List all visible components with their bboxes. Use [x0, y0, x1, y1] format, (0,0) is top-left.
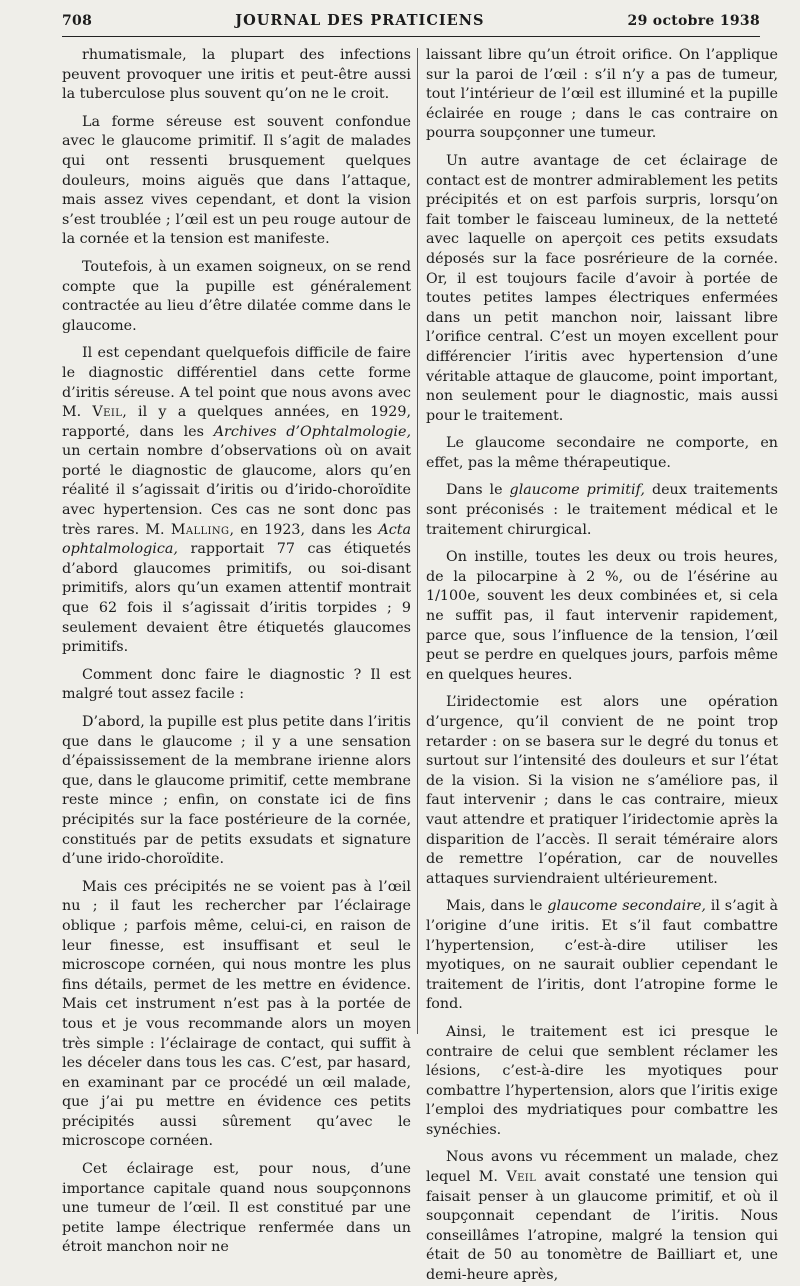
text-run: Mais ces précipités ne se voient pas à l’œil nu ; il faut les rechercher par l’éclairage oblique ; parfois même, celui-ci, en raison de leur finesse, est insuffisant et seul le microscope cornéen, qui nous montre les plus fins détails, permet de les mettre en évidence. Mais cet instrument n’est pas à la portée de tous et je vous recommande alors un moyen très simple : l’éclairage de contact, qui suffit à les déceler dans tous les cas. C’est, par hasard, en examinant par ce procédé un œil malade, que j’ai pu mettre en évidence ces petits précipités aussi sûrement qu’avec le microscope cornéen. — [62, 878, 411, 1150]
text-run: deux traitements sont préconisés : le traitement médical et le traitement chirurgical. — [426, 482, 778, 538]
text-run: Un autre avantage de cet éclairage de contact est de montrer admirablement les petits précipités et on est parfois surpris, lorsqu’on fait tomber le faisceau lumineux, de la netteté avec laquelle on aperçoit ces petits exsudats déposés sur la face posrérieure de la cornée. Or, il est toujours facile d’avoir à portée de toutes petites lampes électriques enfermées dans un petit manchon noir, laissant libre l’orifice central. C’est un moyen excellent pour différencier l’iritis avec hypertension d’une véritable attaque de glaucome, point important, non seulement pour le diagnostic, mais aussi pour le traitement. — [426, 152, 778, 424]
paragraph — [426, 693, 778, 889]
italic-citation: glaucome secondaire, — [547, 898, 706, 915]
paragraph — [62, 113, 411, 250]
paragraph — [62, 46, 411, 105]
left-column — [62, 46, 412, 1256]
text-run: Nous avons vu récemment un malade, chez lequel M. — [426, 1149, 778, 1186]
right-column — [426, 46, 779, 1284]
paragraph — [426, 897, 778, 1015]
text-run: Toutefois, à un examen soigneux, on se rend compte que la pupille est généralement contractée au lieu d’être dilatée comme dans le glaucome. — [62, 258, 411, 334]
page-number: 708 — [62, 13, 93, 29]
text-run: Cet éclairage est, pour nous, d’une importance capitale quand nous soupçonnons une tumeur de l’œil. Il est constitué par une petite lampe électrique renfermée dans un étroit manchon noir ne — [62, 1161, 411, 1256]
text-run: D’abord, la pupille est plus petite dans l’iritis que dans le glaucome ; il y a une sensation d’épaississement de la membrane irienne alors que, dans le glaucome primitif, cette membrane reste mince ; enfin, on constate ici de fins précipités sur la face postérieure de la cornée, constitués par de petits exsudats et signature d’une irido-choroïdite. — [62, 714, 411, 868]
text-run: un certain nombre d’observations où on avait porté le diagnostic de glaucome, alors qu’en réalité il s’agissait d’iritis ou d’irido-choroïdite avec hypertension. Ces cas ne sont donc pas très rares. M. — [62, 443, 411, 538]
text-run: avait constaté une tension qui faisait penser à un glaucome primitif, et où il soupçonnait cependant de l’iritis. Nous conseillâmes l’atropine, malgré la tension qui était de 50 au tonomètre de Bailliart et, une demi-heure après, — [426, 1169, 779, 1284]
paragraph — [426, 434, 778, 473]
journal-title: JOURNAL DES PRATICIENS — [235, 12, 485, 29]
paragraph — [426, 1023, 778, 1141]
text-run: L’iridectomie est alors une opération d’urgence, qu’il convient de ne point trop retarder : on se basera sur le degré du tonus et surtout sur l’intensité des douleurs et sur l’état de la vision. Si la vision ne s’améliore pas, il faut intervenir ; dans le cas contraire, mieux vaut attendre et pratiquer l’iridectomie après la disparition de l’accès. Il serait téméraire alors de remettre l’opération, car de nouvelles attaques surviendraient ultérieurement. — [426, 694, 778, 887]
text-run: rapportait 77 cas étiquetés d’abord glaucomes primitifs, ou soi-disant primitifs, alors qu’un examen attentif montrait que 62 fois il s’agissait d’iritis torpides ; 9 seulement devaient être étiquetés glaucomes primitifs. — [62, 541, 411, 656]
text-run: Il est cependant quelquefois difficile de faire le diagnostic différentiel dans cette forme d’iritis séreuse. A tel point que nous avons avec M. — [62, 345, 411, 421]
text-run: Comment donc faire le diagnostic ? Il est malgré tout assez facile : — [62, 666, 411, 703]
italic-citation: Acta ophtalmologica, — [62, 521, 411, 558]
paragraph — [62, 713, 411, 870]
text-run: , en 1923, dans les — [229, 521, 379, 538]
paragraph — [426, 152, 778, 426]
text-run: Mais, dans le — [446, 898, 548, 915]
text-run: , il y a quelques années, en 1929, rapporté, dans les — [62, 404, 412, 440]
paragraph — [62, 878, 411, 1152]
paragraph — [62, 1160, 411, 1258]
text-run: Dans le — [446, 482, 510, 499]
paragraph — [426, 481, 778, 540]
paragraph — [62, 666, 411, 705]
issue-date: 29 octobre 1938 — [627, 13, 760, 29]
running-header — [62, 12, 760, 36]
italic-citation: Archives d’Ophtalmologie, — [213, 423, 411, 440]
paragraph — [62, 258, 411, 336]
paragraph — [62, 344, 411, 658]
text-run: rhumatismale, la plupart des infections peuvent provoquer une iritis et peut-être aussi la tuberculose plus souvent qu’on ne le croit. — [62, 47, 411, 103]
author-name: Malling — [170, 521, 230, 538]
text-run: Le glaucome secondaire ne comporte, en effet, pas la même thérapeutique. — [426, 435, 778, 471]
italic-citation: glaucome primitif, — [509, 482, 645, 499]
author-name: Veil — [506, 1169, 537, 1186]
text-run: laissant libre qu’un étroit orifice. On l’applique sur la paroi de l’œil : s’il n’y a pas de tumeur, tout l’intérieur de l’œil est illuminé et la pupille éclairée en rouge ; dans le cas contraire on pourra soupçonner une tumeur. — [426, 47, 778, 142]
text-run: On instille, toutes les deux ou trois heures, de la pilocarpine à 2 %, ou de l’ésérine au 1/100e, souvent les deux combinées et, si cela ne suffit pas, il faut intervenir rapidement, parce que, sous l’influence de la tension, l’œil peut se perdre en quelques jours, parfois même en quelques heures. — [426, 549, 778, 683]
header-rule — [62, 36, 760, 37]
text-run: Ainsi, le traitement est ici presque le contraire de celui que semblent réclamer les lésions, c’est-à-dire les myotiques pour combattre l’hypertension, alors que l’iritis exige l’emploi des mydriatiques pour combattre les synéchies. — [426, 1023, 778, 1138]
text-run: La forme séreuse est souvent confondue avec le glaucome primitif. Il s’agit de malades qui ont ressenti brusquement quelques douleurs, moins aiguës que dans l’attaque, mais assez vives cependant, et dont la vision s’est troublée ; l’œil est un peu rouge autour de la cornée et la tension est manifeste. — [62, 113, 411, 248]
paragraph — [426, 1148, 778, 1285]
author-name: Veil — [92, 404, 123, 421]
paragraph — [426, 548, 778, 685]
column-divider — [417, 48, 418, 1034]
text-run: il s’agit à l’origine d’une iritis. Et s’il faut combattre l’hypertension, c’est-à-dire utiliser les myotiques, on ne saurait oublier cependant le traitement de l’iritis, dont l’atropine forme le fond. — [426, 898, 778, 1013]
paragraph — [426, 46, 778, 144]
